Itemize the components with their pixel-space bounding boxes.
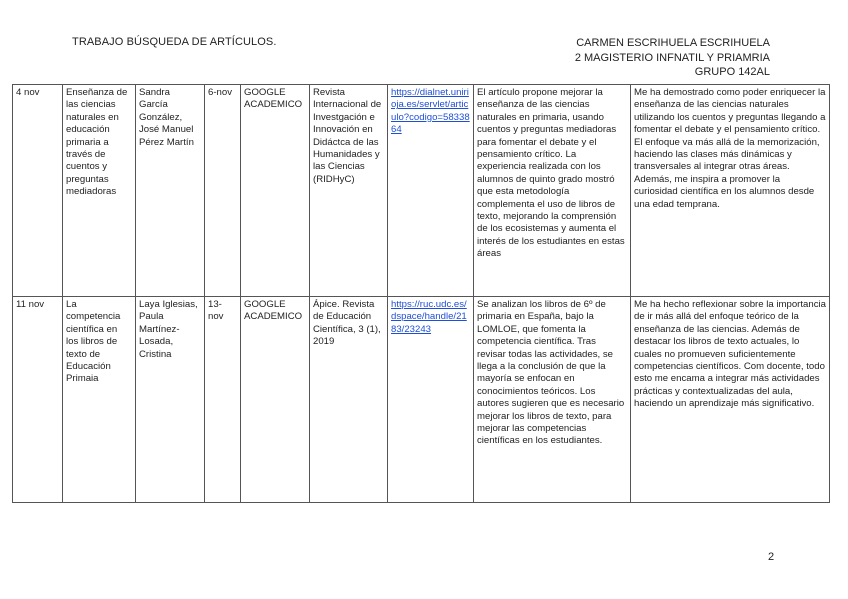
page-number: 2 xyxy=(768,551,775,563)
journal-cell: Revista Internacional de Investgación e Innovación en Didáctca de las Humanidades y las Ciencias (RIDHyC) xyxy=(310,85,388,297)
search-date-cell: 4 nov xyxy=(13,85,63,297)
articles-table xyxy=(12,84,830,503)
article-title-cell: Enseñanza de las ciencias naturales en educación primaria a través de cuentos y preguntas mediadoras xyxy=(63,85,136,297)
author-name: CARMEN ESCRIHUELA ESCRIHUELA xyxy=(576,37,770,49)
search-date-cell: 11 nov xyxy=(13,297,63,503)
authors-cell: Sandra García González, José Manuel Pérez Martín xyxy=(136,85,205,297)
article-link[interactable]: https://dialnet.unirioja.es/servlet/articulo?codigo=5833864 xyxy=(391,87,470,136)
reflection-cell: Me ha demostrado como poder enriquecer la enseñanza de las ciencias naturales utilizando los cuentos y preguntas llegando a fomentar el debate y el pensamiento crítico. El enfoque va más allá de la memorización, haciendo las clases más dinámicas y transversales al integrar otras áreas. Además, me inspira a promover la curiosidad científica en los alumnos desde una edad temprana. xyxy=(631,85,830,297)
summary-cell: Se analizan los libros de 6º de primaria en España, bajo la LOMLOE, que fomenta la competencia científica. Tras revisar todas las actividades, se llega a la conclusión de que la mayoría se enfocan en conocimientos teóricos. Los autores sugieren que es necesario mejorar los libros de texto, para mejorar las competencias científicas en los estudiantes. xyxy=(474,297,631,503)
authors-cell: Laya Iglesias, Paula Martínez-Losada, Cristina xyxy=(136,297,205,503)
author-block xyxy=(560,36,770,80)
program-name: 2 MAGISTERIO INFNATIL Y PRIAMRIA xyxy=(574,51,770,64)
summary-cell: El artículo propone mejorar la enseñanza de las ciencias naturales en primaria, usando cuentos y preguntas mediadoras para fomentar el debate y el pensamiento crítico. La experiencia realizada con los alumnos de quinto grado mostró que esta metodología complementa el uso de libros de texto, mejorando la comprensión de los ecosistemas y aumenta el interés de los estudiantes en estas áreas xyxy=(474,85,631,297)
group-name: GRUPO 142AL xyxy=(694,66,770,78)
document-title: TRABAJO BÚSQUEDA DE ARTÍCULOS. xyxy=(72,36,277,48)
journal-cell: Ápice. Revista de Educación Científica, 3 (1), 2019 xyxy=(310,297,388,503)
article-link[interactable]: https://ruc.udc.es/dspace/handle/2183/23243 xyxy=(391,299,467,335)
table-row xyxy=(13,85,830,297)
date-cell: 6-nov xyxy=(205,85,241,297)
table-row xyxy=(13,297,830,503)
url-cell xyxy=(388,85,474,297)
reflection-cell: Me ha hecho reflexionar sobre la importancia de ir más allá del enfoque teórico de la enseñanza de las ciencias. Además de destacar los libros de texto actuales, lo cuales no promueven suficientemente competencias científicos. Com docente, todo esto me encama a integrar más actividades prácticas y contextualizadas del aula, haciendo un aprendizaje más significativo. xyxy=(631,297,830,503)
url-cell xyxy=(388,297,474,503)
article-title-cell: La competencia científica en los libros de texto de Educación Primaia xyxy=(63,297,136,503)
database-cell: GOOGLE ACADEMICO xyxy=(241,297,310,503)
date-cell: 13-nov xyxy=(205,297,241,503)
database-cell: GOOGLE ACADEMICO xyxy=(241,85,310,297)
